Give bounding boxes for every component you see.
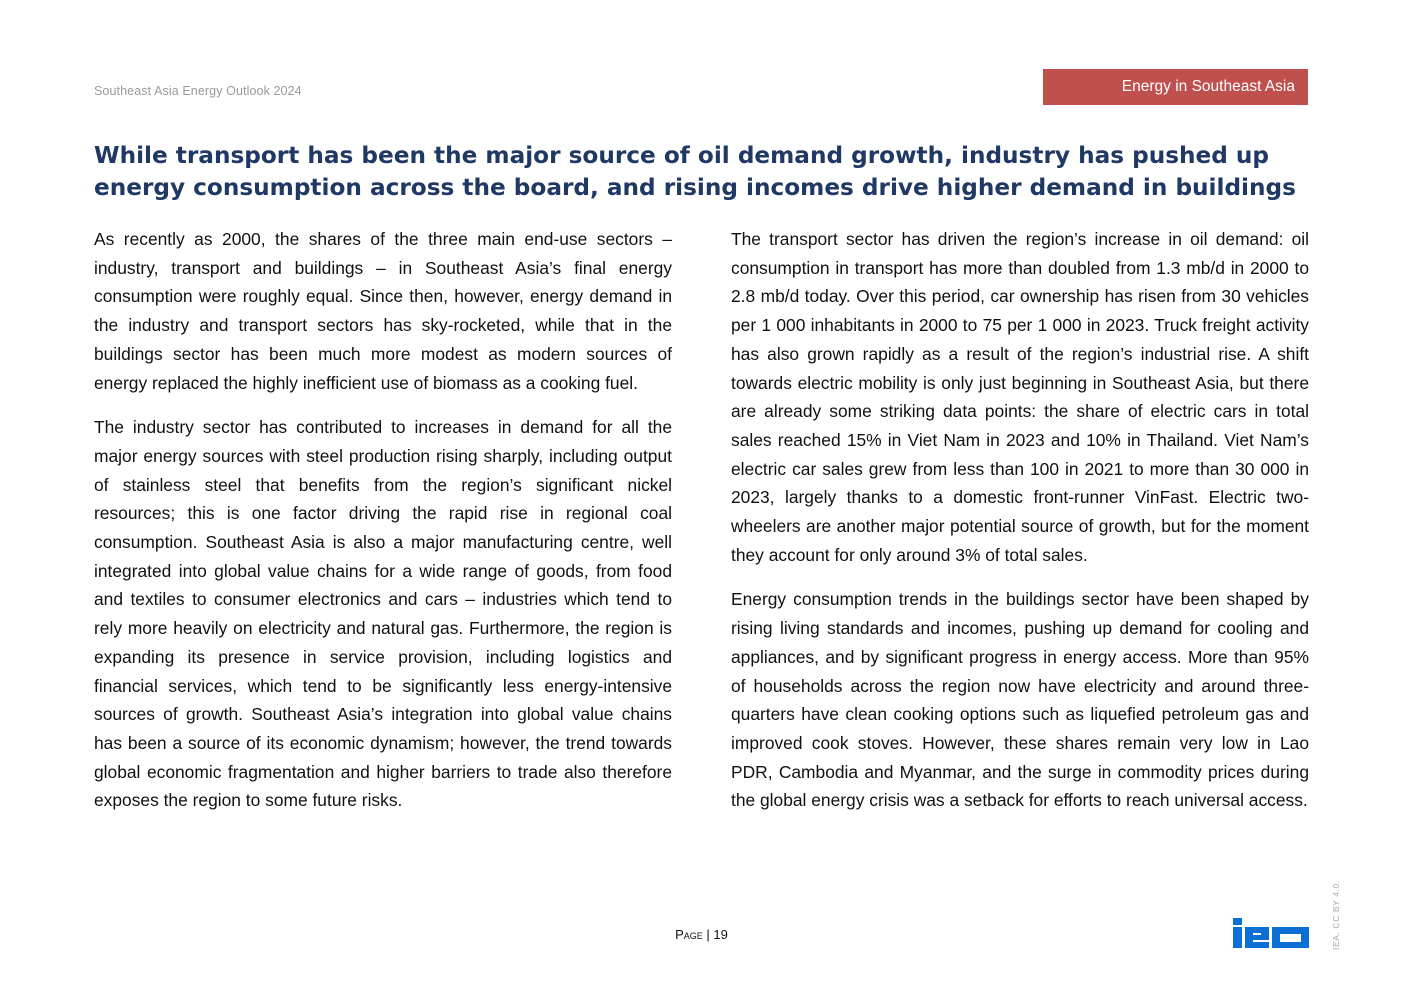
page-headline: While transport has been the major source of oil demand growth, industry has pushed up energy consumption across the board, and rising incomes drive higher demand in buildings [94,142,1296,201]
logo-letter-e [1245,927,1269,948]
right-column [731,225,1309,831]
paragraph-buildings-sector: Energy consumption trends in the buildings sector have been shaped by rising living standards and incomes, pushing up demand for cooling and appliances, and by significant progress in energy access. More than 95% of households across the region now have electricity and around three-quarters have clean cooking options such as liquefied petroleum gas and improved cook stoves. However, these shares remain very low in Lao PDR, Cambodia and Myanmar, and the surge in commodity prices during the global energy crisis was a setback for efforts to reach universal access. [731,589,1309,811]
page-separator: | [706,927,710,942]
license-note: IEA. CC BY 4.0. [1331,880,1341,950]
page-label: Page [675,927,703,942]
report-title: Southeast Asia Energy Outlook 2024 [94,84,302,98]
page-number-value: 19 [713,927,728,942]
iea-logo-icon [1232,917,1310,949]
section-tab: Energy in Southeast Asia [1043,69,1308,105]
paragraph-industry-sector: The industry sector has contributed to increases in demand for all the major energy sources with steel production rising sharply, including output of stainless steel that benefits from the region’s significant nickel resources; this is one factor driving the rapid rise in regional coal consumption. Southeast Asia is also a major manufacturing centre, well integrated into global value chains for a wide range of goods, from food and textiles to consumer electronics and cars – industries which tend to rely more heavily on electricity and natural gas. Furthermore, the region is expanding its presence in service provision, including logistics and financial services, which tend to be significantly less energy-intensive sources of growth. Southeast Asia’s integration into global value chains has been a source of its economic dynamism; however, the trend towards global economic fragmentation and higher barriers to trade also therefore exposes the region to some future risks. [94,417,672,811]
logo-letter-a [1272,927,1309,948]
paragraph-transport-sector: The transport sector has driven the region’s increase in oil demand: oil consumption in transport has more than doubled from 1.3 mb/d in 2000 to 2.8 mb/d today. Over this period, car ownership has risen from 30 vehicles per 1 000 inhabitants in 2000 to 75 per 1 000 in 2023. Truck freight activity has also grown rapidly as a result of the region’s industrial rise. A shift towards electric mobility is only just beginning in Southeast Asia, but there are already some striking data points: the share of electric cars in total sales reached 15% in Viet Nam in 2023 and 10% in Thailand. Viet Nam’s electric car sales grew from less than 100 in 2021 to more than 30 000 in 2023, largely thanks to a domestic front-runner VinFast. Electric two-wheelers are another major potential source of growth, but for the moment they account for only around 3% of total sales. [731,229,1309,565]
logo-dot [1233,918,1242,925]
page-number [0,927,1403,942]
left-column [94,225,672,831]
paragraph-end-use-sectors: As recently as 2000, the shares of the three main end-use sectors – industry, transport and buildings – in Southeast Asia’s final energy consumption were roughly equal. Since then, however, energy demand in the industry and transport sectors has sky-rocketed, while that in the buildings sector has been much more modest as modern sources of energy replaced the highly inefficient use of biomass as a cooking fuel. [94,229,672,393]
logo-letter-i [1233,927,1242,948]
